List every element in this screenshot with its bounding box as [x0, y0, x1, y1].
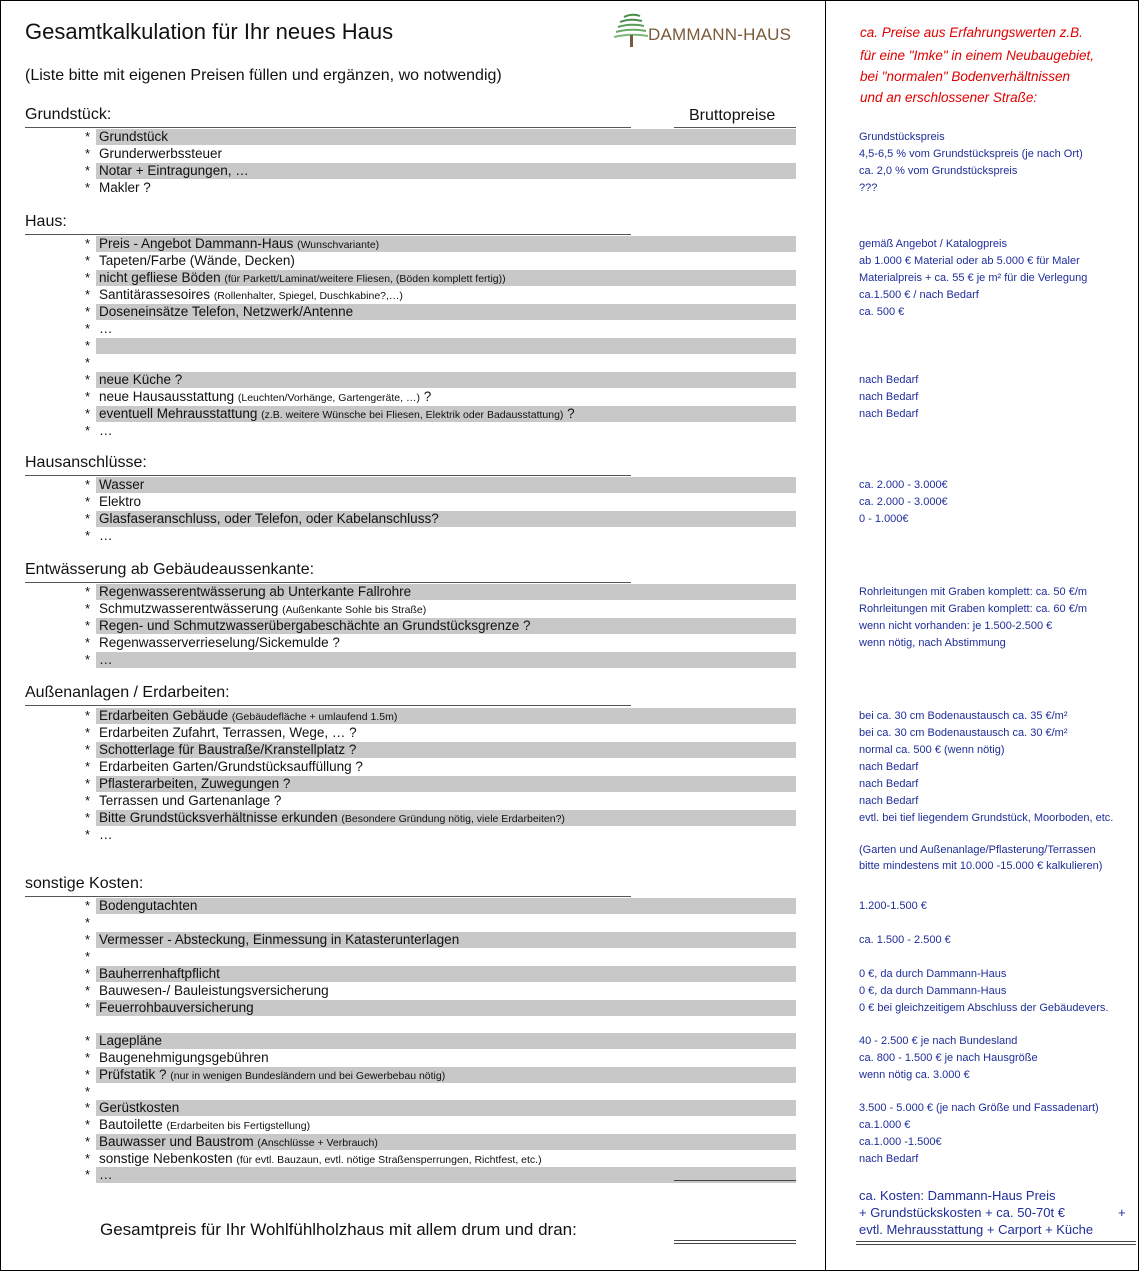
estimate-note: nach Bedarf — [859, 761, 919, 773]
list-item — [85, 1100, 796, 1116]
item-label — [99, 898, 197, 915]
item-label — [99, 321, 113, 338]
estimate-header-line: für eine "Imke" in einem Neubaugebiet, — [860, 48, 1094, 63]
item-label-text: Erdarbeiten Zufahrt, Terrassen, Wege, … ? — [99, 725, 357, 740]
bullet-star: * — [85, 146, 91, 161]
estimate-note: wenn nicht vorhanden: je 1.500-2.500 € — [859, 620, 1053, 632]
estimate-note: 1.200-1.500 € — [859, 900, 927, 912]
estimate-note: nach Bedarf — [859, 795, 919, 807]
estimate-note: nach Bedarf — [859, 1153, 919, 1165]
list-item — [85, 1134, 796, 1150]
item-label — [99, 776, 290, 793]
price-column-header: Bruttopreise — [689, 107, 776, 124]
item-label-detail: (Rollenhalter, Spiegel, Duschkabine?,…) — [213, 290, 403, 302]
item-label-detail: (Erdarbeiten bis Fertigstellung) — [166, 1120, 311, 1132]
item-label-text: Preis - Angebot Dammann-Haus — [99, 236, 298, 251]
dammann-haus-logo — [612, 11, 802, 47]
bullet-star: * — [85, 1050, 91, 1065]
item-label — [99, 528, 113, 545]
cost-summary-line: evtl. Mehrausstattung + Carport + Küche — [859, 1222, 1094, 1237]
list-item — [85, 287, 796, 303]
bullet-star: * — [85, 915, 91, 930]
item-label — [99, 618, 531, 635]
total-line-top — [674, 1180, 796, 1181]
item-label-text: Glasfaseranschluss, oder Telefon, oder Kabelanschluss? — [99, 511, 439, 526]
list-item — [85, 601, 796, 617]
list-item — [85, 180, 796, 196]
column-divider — [825, 0, 826, 1271]
item-label-text: Regen- und Schmutzwasserübergabeschächte an Grundstücksgrenze ? — [99, 618, 531, 633]
item-label-detail: (Gebäudefläche + umlaufend 1.5m) — [231, 711, 398, 723]
list-item — [85, 759, 796, 775]
item-label-detail: (nur in wenigen Bundesländern und bei Gewerbebau nötig) — [170, 1070, 446, 1082]
estimate-note: wenn nötig ca. 3.000 € — [859, 1069, 970, 1081]
list-item — [85, 146, 796, 162]
list-item — [85, 372, 796, 388]
list-item — [85, 932, 796, 948]
summary-underline-2 — [856, 1244, 1136, 1245]
bullet-star: * — [85, 618, 91, 633]
item-label-text: … — [99, 321, 113, 336]
section-title: Hausanschlüsse: — [25, 454, 147, 471]
bullet-star: * — [85, 1151, 91, 1166]
section-underline — [25, 582, 631, 583]
list-item — [85, 827, 796, 843]
bullet-star: * — [85, 793, 91, 808]
bullet-star: * — [85, 898, 91, 913]
estimate-note: ca. 2.000 - 3.000€ — [859, 496, 948, 508]
item-label-text: Santitärassesoires — [99, 287, 214, 302]
cost-summary-line: + — [1118, 1205, 1126, 1220]
item-label-suffix: ? — [563, 406, 575, 421]
item-label — [99, 725, 357, 742]
bullet-star: * — [85, 1033, 91, 1048]
estimate-header-line: und an erschlossener Straße: — [860, 90, 1038, 105]
item-label — [99, 1151, 542, 1168]
item-label-text: … — [99, 528, 113, 543]
list-item — [85, 423, 796, 439]
item-label-text: Feuerrohbauversicherung — [99, 1000, 254, 1015]
estimate-note: ca. 2,0 % vom Grundstückspreis — [859, 165, 1018, 177]
estimate-note: ca.1.500 € / nach Bedarf — [859, 289, 979, 301]
bullet-star: * — [85, 601, 91, 616]
bullet-star: * — [85, 355, 91, 370]
item-label-text: Grunderwerbssteuer — [99, 146, 223, 161]
estimate-note: normal ca. 500 € (wenn nötig) — [859, 744, 1005, 756]
section-underline — [25, 234, 631, 235]
item-label — [99, 1167, 113, 1184]
item-label-text: Bauherrenhaftpflicht — [99, 966, 220, 981]
estimate-note: Rohrleitungen mit Graben komplett: ca. 60 €/m — [859, 603, 1088, 615]
bullet-star: * — [85, 708, 91, 723]
item-label — [99, 477, 144, 494]
list-item — [85, 966, 796, 982]
list-item — [85, 618, 796, 634]
estimate-note: 0 €, da durch Dammann-Haus — [859, 985, 1007, 997]
item-label-text: Bautoilette — [99, 1117, 167, 1132]
list-item — [85, 1050, 796, 1066]
item-label-text: … — [99, 652, 113, 667]
bullet-star: * — [85, 652, 91, 667]
item-label-detail: (Wunschvariante) — [297, 239, 380, 251]
estimate-note: evtl. bei tief liegendem Grundstück, Moorboden, etc. — [859, 812, 1114, 824]
section-underline — [25, 127, 631, 128]
section-title: Grundstück: — [25, 106, 112, 123]
bullet-star: * — [85, 966, 91, 981]
section-underline — [25, 896, 631, 897]
bullet-star: * — [85, 511, 91, 526]
price-input-field[interactable] — [96, 652, 796, 668]
item-label-text: Terrassen und Gartenanlage ? — [99, 793, 282, 808]
price-input-field[interactable] — [96, 338, 796, 354]
bullet-star: * — [85, 1117, 91, 1132]
estimate-note: ca. 500 € — [859, 306, 905, 318]
estimate-note: ca. 2.000 - 3.000€ — [859, 479, 948, 491]
price-input-field[interactable] — [96, 1033, 796, 1049]
list-item — [85, 494, 796, 510]
total-underline-1 — [674, 1240, 796, 1241]
item-label — [99, 163, 249, 180]
item-label — [99, 742, 356, 759]
item-label-detail: (Anschlüsse + Verbrauch) — [257, 1137, 378, 1149]
bullet-star: * — [85, 1134, 91, 1149]
price-input-field[interactable] — [96, 129, 796, 145]
list-item — [85, 949, 796, 965]
item-label — [99, 827, 113, 844]
bullet-star: * — [85, 389, 91, 404]
estimate-remark: (Garten und Außenanlage/Pflasterung/Terrassen — [859, 844, 1096, 856]
item-label — [99, 652, 113, 669]
total-underline-2 — [674, 1243, 796, 1244]
estimate-note: gemäß Angebot / Katalogpreis — [859, 238, 1007, 250]
item-label-text: Elektro — [99, 494, 142, 509]
list-item — [85, 511, 796, 527]
bullet-star: * — [85, 253, 91, 268]
item-label — [99, 406, 575, 423]
item-label — [99, 810, 565, 827]
estimate-header-line: bei "normalen" Bodenverhältnissen — [860, 69, 1070, 84]
bullet-star: * — [85, 810, 91, 825]
bullet-star: * — [85, 163, 91, 178]
item-label — [99, 253, 295, 270]
list-item — [85, 389, 796, 405]
estimate-remark: bitte mindestens mit 10.000 -15.000 € kalkulieren) — [859, 860, 1103, 872]
item-label — [99, 793, 281, 810]
estimate-note: 0 € bei gleichzeitigem Abschluss der Gebäudevers. — [859, 1002, 1109, 1014]
bullet-star: * — [85, 1167, 91, 1182]
list-item — [85, 708, 796, 724]
estimate-note: 0 €, da durch Dammann-Haus — [859, 968, 1007, 980]
list-item — [85, 742, 796, 758]
list-item — [85, 270, 796, 286]
bullet-star: * — [85, 932, 91, 947]
bullet-star: * — [85, 635, 91, 650]
item-label — [99, 601, 426, 618]
estimate-note: nach Bedarf — [859, 778, 919, 790]
list-item — [85, 793, 796, 809]
item-label-text: neue Hausausstattung — [99, 389, 238, 404]
item-label — [99, 708, 397, 725]
estimate-note: 3.500 - 5.000 € (je nach Größe und Fassadenart) — [859, 1102, 1099, 1114]
list-item — [85, 776, 796, 792]
list-item — [85, 915, 796, 931]
estimate-header-line: ca. Preise aus Erfahrungswerten z.B. — [860, 25, 1083, 40]
list-item — [85, 355, 796, 371]
item-label — [99, 1134, 378, 1151]
list-item — [85, 163, 796, 179]
item-label — [99, 423, 113, 440]
item-label-detail: (für evtl. Bauzaun, evtl. nötige Straßensperrungen, Richtfest, etc.) — [236, 1154, 542, 1166]
bullet-star: * — [85, 236, 91, 251]
price-header-underline — [674, 127, 796, 128]
estimate-note: Rohrleitungen mit Graben komplett: ca. 50 €/m — [859, 586, 1088, 598]
page-title: Gesamtkalkulation für Ihr neues Haus — [25, 19, 394, 44]
estimate-note: ca.1.000 € — [859, 1119, 911, 1131]
section-underline — [25, 475, 631, 476]
item-label-text: Pflasterarbeiten, Zuwegungen ? — [99, 776, 291, 791]
item-label-text: Regenwasserverrieselung/Sickemulde ? — [99, 635, 340, 650]
item-label-text: … — [99, 1167, 113, 1182]
bullet-star: * — [85, 1067, 91, 1082]
item-label — [99, 966, 220, 983]
bullet-star: * — [85, 372, 91, 387]
estimate-note: ca.1.000 -1.500€ — [859, 1136, 942, 1148]
item-label-text: Schotterlage für Baustraße/Kranstellplatz ? — [99, 742, 357, 757]
price-input-field[interactable] — [96, 477, 796, 493]
bullet-star: * — [85, 528, 91, 543]
item-label — [99, 759, 363, 776]
price-input-field[interactable] — [96, 372, 796, 388]
estimate-note: ca. 1.500 - 2.500 € — [859, 934, 951, 946]
item-label — [99, 1033, 162, 1050]
estimate-note: 4,5-6,5 % vom Grundstückspreis (je nach Ort) — [859, 148, 1083, 160]
list-item — [85, 304, 796, 320]
item-label-text: Gerüstkosten — [99, 1100, 180, 1115]
bullet-star: * — [85, 423, 91, 438]
item-label-text: Bauwesen-/ Bauleistungsversicherung — [99, 983, 329, 998]
item-label-text: Doseneinsätze Telefon, Netzwerk/Antenne — [99, 304, 354, 319]
bullet-star: * — [85, 321, 91, 336]
estimate-note: wenn nötig, nach Abstimmung — [859, 637, 1006, 649]
price-input-field[interactable] — [96, 1100, 796, 1116]
item-label-text: Notar + Eintragungen, … — [99, 163, 249, 178]
item-label — [99, 1067, 445, 1084]
estimate-note: ca. 800 - 1.500 € je nach Hausgröße — [859, 1052, 1038, 1064]
bullet-star: * — [85, 287, 91, 302]
list-item — [85, 406, 796, 422]
item-label-text: Grundstück — [99, 129, 169, 144]
section-underline — [25, 705, 631, 706]
item-label-detail: (Leuchten/Vorhänge, Gartengeräte, …) — [237, 392, 420, 404]
list-item — [85, 983, 796, 999]
item-label-detail: (Besondere Gründung nötig, viele Erdarbeiten?) — [341, 813, 565, 825]
bullet-star: * — [85, 304, 91, 319]
bullet-star: * — [85, 270, 91, 285]
bullet-star: * — [85, 1084, 91, 1099]
item-label — [99, 1050, 269, 1067]
item-label — [99, 932, 459, 949]
bullet-star: * — [85, 406, 91, 421]
section-title: Haus: — [25, 213, 67, 230]
estimate-note: ab 1.000 € Material oder ab 5.000 € für Maler — [859, 255, 1080, 267]
item-label-detail: (Außenkante Sohle bis Straße) — [282, 604, 427, 616]
price-input-field[interactable] — [96, 898, 796, 914]
item-label-text: Prüfstatik ? — [99, 1067, 171, 1082]
tree-logo-icon — [612, 11, 648, 47]
item-label — [99, 146, 222, 163]
item-label-text: … — [99, 827, 113, 842]
item-label-detail: (z.B. weitere Wünsche bei Fliesen, Elektrik oder Badausstattung) — [261, 409, 564, 421]
list-item — [85, 129, 796, 145]
bullet-star: * — [85, 584, 91, 599]
item-label — [99, 635, 340, 652]
list-item — [85, 1084, 796, 1100]
bullet-star: * — [85, 494, 91, 509]
bullet-star: * — [85, 827, 91, 842]
estimate-note: Grundstückspreis — [859, 131, 945, 143]
list-item — [85, 321, 796, 337]
list-item — [85, 898, 796, 914]
item-label — [99, 236, 379, 253]
list-item — [85, 1117, 796, 1133]
list-item — [85, 1033, 796, 1049]
item-label-text: Makler ? — [99, 180, 151, 195]
item-label — [99, 1117, 310, 1134]
item-label — [99, 180, 151, 197]
total-label: Gesamtpreis für Ihr Wohlfühlholzhaus mit allem drum und dran: — [100, 1220, 577, 1239]
item-label — [99, 389, 431, 406]
item-label-text: Bodengutachten — [99, 898, 198, 913]
bullet-star: * — [85, 1100, 91, 1115]
bullet-star: * — [85, 725, 91, 740]
bullet-star: * — [85, 180, 91, 195]
item-label-text: nicht gefliese Böden — [99, 270, 225, 285]
item-label-text: Tapeten/Farbe (Wände, Decken) — [99, 253, 295, 268]
item-label — [99, 494, 141, 511]
list-item — [85, 528, 796, 544]
estimate-note: ??? — [859, 182, 878, 194]
item-label-detail: (für Parkett/Laminat/weitere Fliesen, (Böden komplett fertig)) — [224, 273, 506, 285]
item-label-text: Regenwasserentwässerung ab Unterkante Fallrohre — [99, 584, 412, 599]
item-label — [99, 983, 329, 1000]
estimate-note: nach Bedarf — [859, 408, 919, 420]
section-title: sonstige Kosten: — [25, 875, 144, 892]
bullet-star: * — [85, 477, 91, 492]
list-item — [85, 236, 796, 252]
bullet-star: * — [85, 129, 91, 144]
list-item — [85, 652, 796, 668]
item-label-text: neue Küche ? — [99, 372, 183, 387]
summary-underline-1 — [856, 1241, 1136, 1242]
list-item — [85, 725, 796, 741]
item-label-text: eventuell Mehrausstattung — [99, 406, 262, 421]
item-label-text: Lagepläne — [99, 1033, 163, 1048]
item-label — [99, 1100, 179, 1117]
item-label-text: Bitte Grundstücksverhältnisse erkunden — [99, 810, 342, 825]
list-item — [85, 635, 796, 651]
item-label — [99, 129, 168, 146]
list-item — [85, 1067, 796, 1083]
item-label — [99, 584, 411, 601]
bullet-star: * — [85, 983, 91, 998]
item-label-text: … — [99, 423, 113, 438]
bullet-star: * — [85, 949, 91, 964]
item-label-text: Erdarbeiten Gebäude — [99, 708, 232, 723]
bullet-star: * — [85, 776, 91, 791]
list-item — [85, 338, 796, 354]
estimate-note: nach Bedarf — [859, 374, 919, 386]
item-label-text: Baugenehmigungsgebühren — [99, 1050, 269, 1065]
item-label-text: Schmutzwasserentwässerung — [99, 601, 283, 616]
item-label — [99, 511, 439, 528]
item-label-text: Erdarbeiten Garten/Grundstücksauffüllung ? — [99, 759, 363, 774]
list-item — [85, 584, 796, 600]
list-item — [85, 477, 796, 493]
estimate-note: 40 - 2.500 € je nach Bundesland — [859, 1035, 1018, 1047]
list-item — [85, 253, 796, 269]
item-label — [99, 1000, 254, 1017]
bullet-star: * — [85, 742, 91, 757]
item-label — [99, 372, 182, 389]
item-label — [99, 304, 353, 321]
section-title: Außenanlagen / Erdarbeiten: — [25, 684, 230, 701]
cost-summary-line: ca. Kosten: Dammann-Haus Preis — [859, 1188, 1056, 1203]
estimate-note: nach Bedarf — [859, 391, 919, 403]
item-label-suffix: ? — [419, 389, 432, 404]
list-item — [85, 810, 796, 826]
section-title: Entwässerung ab Gebäudeaussenkante: — [25, 561, 315, 578]
estimate-note: 0 - 1.000€ — [859, 513, 909, 525]
item-label — [99, 287, 403, 304]
list-item — [85, 1151, 796, 1167]
item-label — [99, 270, 506, 287]
item-label-text: Bauwasser und Baustrom — [99, 1134, 258, 1149]
cost-summary-line: + Grundstückskosten + ca. 50-70t € — [859, 1205, 1065, 1220]
logo-text: DAMMANN-HAUS — [648, 25, 792, 44]
item-label-text: sonstige Nebenkosten — [99, 1151, 237, 1166]
estimate-note: bei ca. 30 cm Bodenaustausch ca. 30 €/m² — [859, 727, 1068, 739]
item-label-text: Wasser — [99, 477, 145, 492]
item-label-text: Vermesser - Absteckung, Einmessung in Katasterunterlagen — [99, 932, 460, 947]
bullet-star: * — [85, 759, 91, 774]
estimate-note: bei ca. 30 cm Bodenaustausch ca. 35 €/m² — [859, 710, 1068, 722]
page-subtitle: (Liste bitte mit eigenen Preisen füllen und ergänzen, wo notwendig) — [25, 67, 502, 84]
bullet-star: * — [85, 1000, 91, 1015]
bullet-star: * — [85, 338, 91, 353]
estimate-note: Materialpreis + ca. 55 € je m² für die Verlegung — [859, 272, 1088, 284]
list-item — [85, 1000, 796, 1016]
